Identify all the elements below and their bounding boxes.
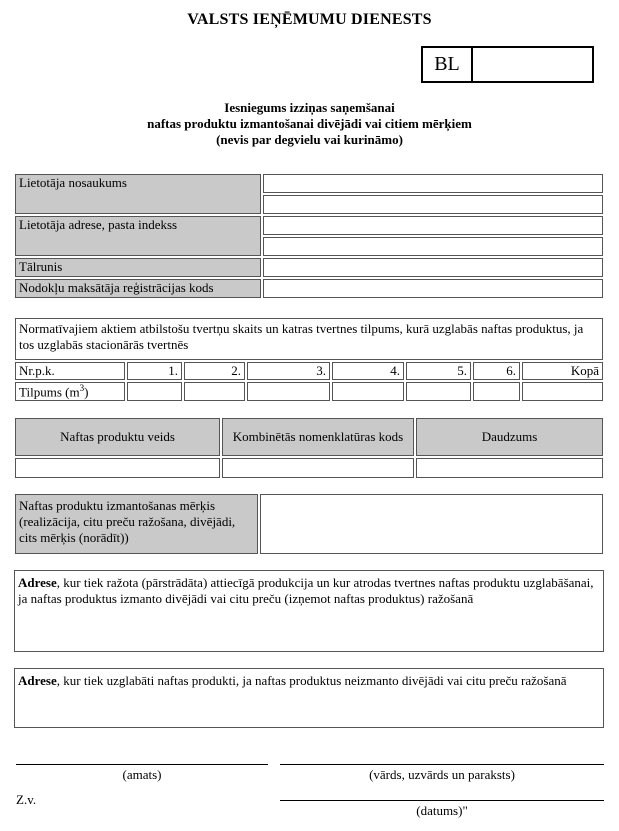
production-address-text	[15, 571, 603, 611]
volume-label-sup: 3	[79, 383, 85, 393]
tank-col-6: 6.	[473, 362, 520, 380]
product-type-field[interactable]	[15, 458, 220, 478]
user-info-table	[13, 172, 605, 300]
product-cn-code-header: Kombinētās nomenklatūras kods	[222, 418, 414, 456]
volume-label-close: )	[84, 384, 89, 400]
tank-volume-1[interactable]	[127, 382, 182, 401]
product-type-header: Naftas produktu veids	[15, 418, 220, 456]
tank-volume-2[interactable]	[184, 382, 245, 401]
production-address-bold: Adrese	[18, 575, 57, 590]
storage-address-bold: Adrese	[18, 673, 57, 688]
tank-col-total: Kopā	[522, 362, 603, 380]
date-line[interactable]	[280, 800, 604, 801]
product-quantity-field[interactable]	[416, 458, 603, 478]
user-name-label: Lietotāja nosaukums	[15, 174, 261, 214]
tanks-table	[13, 316, 605, 403]
phone-field[interactable]	[263, 258, 603, 277]
purpose-field[interactable]	[260, 494, 603, 554]
tank-volume-3[interactable]	[247, 382, 330, 401]
name-signature-line[interactable]	[280, 764, 604, 765]
purpose-label: Naftas produktu izmantošanas mērķis (realizācija, citu preču ražošana, divējādi, cits mērķis (norādīt))	[15, 494, 258, 554]
tank-volume-total[interactable]	[522, 382, 603, 401]
tax-code-label: Nodokļu maksātāja reģistrācijas kods	[15, 279, 261, 298]
tank-col-4: 4.	[332, 362, 404, 380]
phone-label: Tālrunis	[15, 258, 261, 277]
storage-address-desc: , kur tiek uzglabāti naftas produkti, ja naftas produktus neizmanto divējādi vai citu preču ražošanā	[56, 673, 567, 688]
tank-col-5: 5.	[406, 362, 471, 380]
tank-volume-5[interactable]	[406, 382, 471, 401]
position-signature-line[interactable]	[16, 764, 268, 765]
position-caption: (amats)	[122, 767, 162, 782]
tax-code-field[interactable]	[263, 279, 603, 298]
storage-address-text	[15, 669, 603, 693]
tanks-description: Normatīvajiem aktiem atbilstošu tvertņu skaits un katras tvertnes tilpums, kurā uzglabās naftas produktus, ja tos uzglabās stacionārās tvertnēs	[15, 318, 603, 360]
user-name-field-2[interactable]	[263, 195, 603, 214]
tank-col-1: 1.	[127, 362, 182, 380]
volume-label-text: Tilpums (m	[19, 384, 80, 400]
tank-col-2: 2.	[184, 362, 245, 380]
subtitle-line-1: Iesniegums izziņas saņemšanai	[224, 100, 395, 115]
purpose-table	[13, 492, 605, 556]
date-caption: (datums)"	[416, 803, 468, 818]
subtitle-line-2: naftas produktu izmantošanai divējādi vai citiem mērķiem	[147, 116, 472, 131]
tank-col-3: 3.	[247, 362, 330, 380]
user-address-field-2[interactable]	[263, 237, 603, 256]
product-cn-code-field[interactable]	[222, 458, 414, 478]
name-caption: (vārds, uzvārds un paraksts)	[369, 767, 515, 782]
production-address-section[interactable]	[14, 570, 604, 652]
products-table	[13, 416, 605, 480]
seal-placeholder: Z.v.	[16, 792, 37, 807]
subtitle-line-3: (nevis par degvielu vai kurināmo)	[216, 132, 403, 147]
bl-label: BL	[423, 48, 473, 81]
form-subtitle	[0, 100, 619, 148]
user-name-field-1[interactable]	[263, 174, 603, 193]
tank-volume-6[interactable]	[473, 382, 520, 401]
bl-number-box	[421, 46, 594, 83]
production-address-desc: , kur tiek ražota (pārstrādāta) attiecīgā produkcija un kur atrodas tvertnes naftas produktu uzglabāšanai, ja naftas produktus izmanto divējādi vai citu preču (izņemot naftas produktus) ražošanā	[18, 575, 594, 606]
tanks-nr-label: Nr.p.k.	[15, 362, 125, 380]
tank-volume-4[interactable]	[332, 382, 404, 401]
bl-number-field[interactable]	[473, 48, 592, 81]
product-quantity-header: Daudzums	[416, 418, 603, 456]
storage-address-section[interactable]	[14, 668, 604, 728]
user-address-field-1[interactable]	[263, 216, 603, 235]
agency-title: VALSTS IEŅĒMUMU DIENESTS	[187, 11, 432, 28]
user-address-label: Lietotāja adrese, pasta indekss	[15, 216, 261, 256]
tanks-volume-label	[15, 382, 125, 401]
